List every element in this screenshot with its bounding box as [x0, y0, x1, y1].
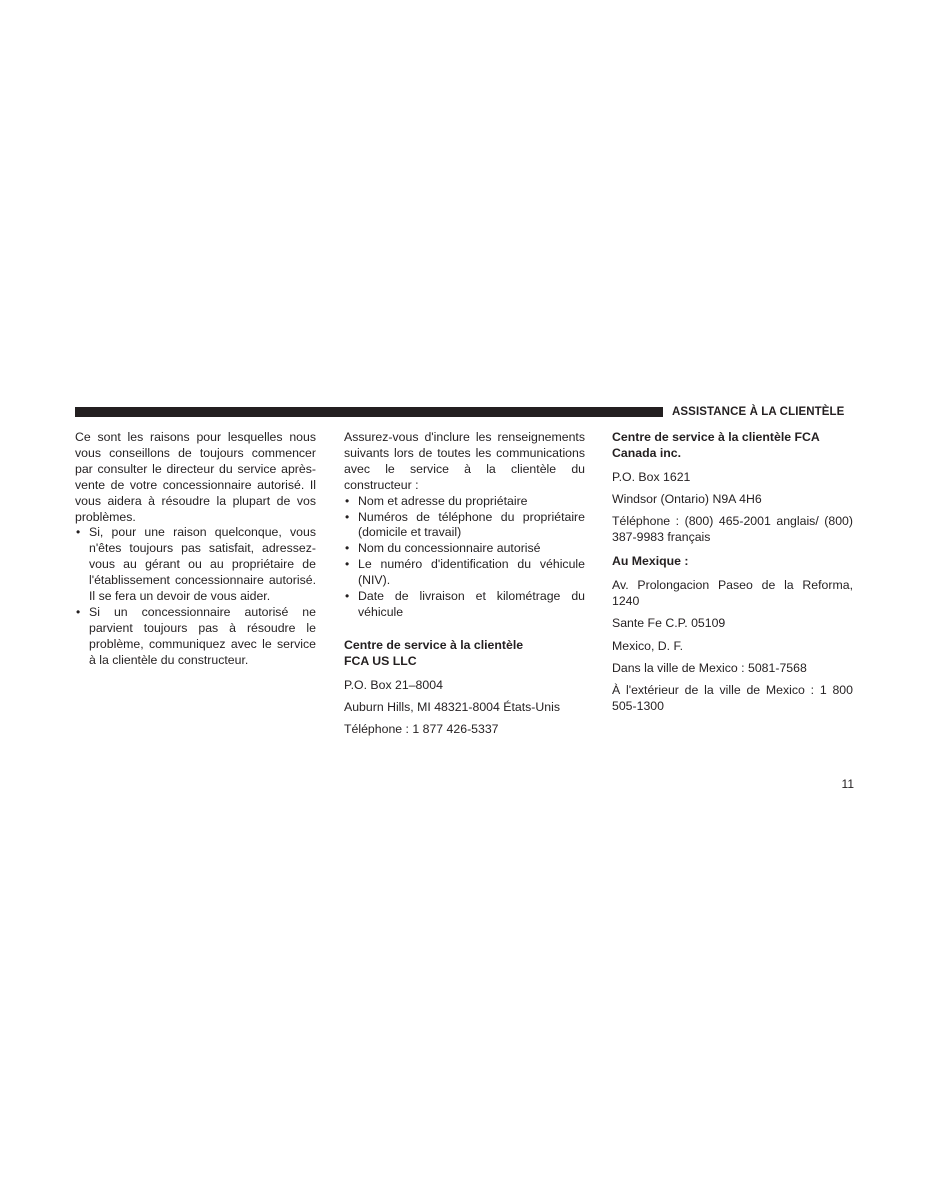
list-item [75, 605, 316, 669]
section-title: ASSISTANCE À LA CLIENTÈLE [672, 406, 845, 418]
column-right [612, 430, 853, 715]
list-item [344, 589, 585, 621]
bullet-icon: • [345, 557, 350, 572]
list-item [344, 557, 585, 589]
list-item-text: Date de livraison et kilométrage du véhicule [358, 589, 585, 619]
column-left [75, 430, 316, 669]
us-heading-line: Centre de service à la clientèle [344, 637, 524, 652]
mexico-heading: Au Mexique : [612, 554, 689, 569]
canada-po-box: P.O. Box 1621 [612, 469, 691, 484]
mexico-postal: Sante Fe C.P. 05109 [612, 616, 726, 631]
intro-paragraph: Ce sont les raisons pour lesquelles nous vous conseillons de toujours commencer par consulter le directeur du service après-vente de votre concessionnaire autorisé. Il vous aidera à résoudre la plupart de vos problèmes. [75, 430, 316, 524]
list-item [75, 525, 316, 605]
column-middle [344, 430, 585, 738]
mexico-city: Mexico, D. F. [612, 638, 684, 653]
mexico-outside-city-phone: À l'extérieur de la ville de Mexico : 1 800 505-1300 [612, 683, 853, 714]
mexico-street: Av. Prolongacion Paseo de la Reforma, 1240 [612, 578, 853, 609]
required-info-list [344, 494, 585, 621]
bullet-icon: • [345, 589, 350, 604]
list-item-text: Numéros de téléphone du propriétaire (domicile et travail) [358, 509, 585, 540]
list-item [344, 541, 585, 557]
section-header-bar [75, 407, 663, 417]
list-item-text: Si un concessionnaire autorisé ne parvient toujours pas à résoudre le problème, communiquez avec le service à la clientèle du constructeur. [89, 604, 316, 667]
bullet-icon: • [76, 604, 81, 619]
canada-phone: Téléphone : (800) 465-2001 anglais/ (800) 387-9983 français [612, 514, 853, 545]
bullet-icon: • [345, 493, 350, 508]
us-po-box: P.O. Box 21–8004 [344, 677, 443, 692]
mexico-in-city-phone: Dans la ville de Mexico : 5081-7568 [612, 660, 807, 675]
us-phone: Téléphone : 1 877 426-5337 [344, 722, 499, 737]
canada-service-heading [612, 430, 853, 462]
bullet-icon: • [345, 541, 350, 556]
us-address: Auburn Hills, MI 48321-8004 États-Unis [344, 699, 560, 714]
page-number: 11 [841, 777, 854, 791]
list-item-text: Si, pour une raison quelconque, vous n'êtes toujours pas satisfait, adressez-vous au gérant ou au propriétaire de l'établissement concessionnaire autorisé. Il se fera un devoir de vous aider. [89, 525, 316, 604]
list-item-text: Nom et adresse du propriétaire [358, 493, 528, 508]
list-item [344, 494, 585, 510]
bullet-icon: • [76, 525, 81, 540]
canada-heading-line: Centre de service à la clientèle FCA [612, 430, 820, 444]
escalation-list [75, 525, 316, 668]
us-service-heading [344, 638, 585, 670]
us-heading-line: FCA US LLC [344, 653, 417, 668]
canada-address: Windsor (Ontario) N9A 4H6 [612, 492, 762, 507]
list-item [344, 510, 585, 542]
bullet-icon: • [345, 509, 350, 524]
list-item-text: Le numéro d'identification du véhicule (NIV). [358, 557, 585, 588]
list-item-text: Nom du concessionnaire autorisé [358, 541, 541, 556]
canada-heading-line: Canada inc. [612, 445, 682, 460]
info-paragraph: Assurez-vous d'inclure les renseignements suivants lors de toutes les communications avec le service à la clientèle du constructeur : [344, 430, 585, 492]
